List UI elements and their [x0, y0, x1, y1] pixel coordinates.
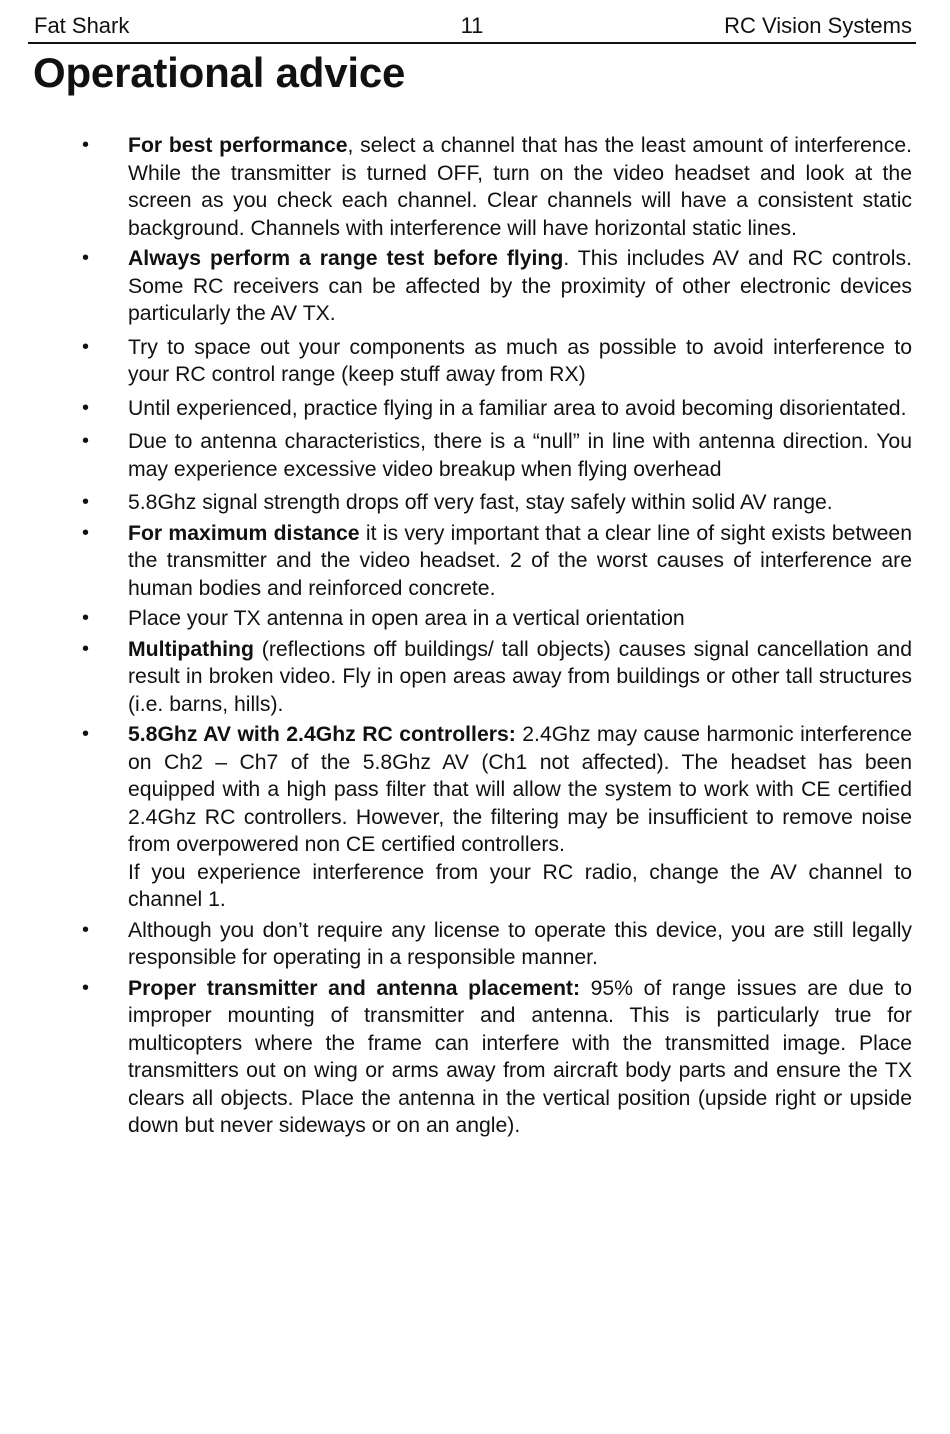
item-text: . This includes AV and RC controls. Some RC receivers can be affected by the proximity of other electronic devices particularly the AV TX. — [128, 247, 912, 325]
list-item — [80, 975, 912, 1140]
list-item — [80, 334, 912, 389]
item-extra-text: If you experience interference from your RC radio, change the AV channel to channel 1. — [128, 860, 912, 911]
item-text: Although you don’t require any license to operate this device, you are still legally responsible for operating in a responsible manner. — [128, 918, 912, 969]
list-item — [80, 489, 912, 517]
bullet-icon: • — [82, 976, 90, 999]
item-lead: For maximum distance — [128, 521, 360, 545]
list-item — [80, 520, 912, 603]
item-text: Due to antenna characteristics, there is a “null” in line with antenna direction. You may experience excessive video breakup when flying overhead — [128, 430, 912, 481]
list-item — [80, 428, 912, 483]
item-lead: Proper transmitter and antenna placement: — [128, 976, 581, 1000]
advice-list — [80, 132, 912, 1143]
bullet-icon: • — [82, 247, 90, 269]
bullet-icon: • — [82, 637, 90, 660]
bullet-icon: • — [82, 491, 90, 513]
item-text: Place your TX antenna in open area in a vertical orientation — [128, 607, 685, 630]
bullet-icon: • — [82, 335, 90, 358]
item-lead: 5.8Ghz AV with 2.4Ghz RC controllers: — [128, 723, 516, 746]
item-lead: Multipathing — [128, 637, 254, 661]
item-text: Until experienced, practice flying in a familiar area to avoid becoming disorientated. — [128, 396, 907, 420]
bullet-icon: • — [82, 521, 90, 544]
page-header — [28, 10, 916, 44]
list-item — [80, 132, 912, 242]
bullet-icon: • — [82, 607, 90, 629]
item-text: it is very important that a clear line of sight exists between the transmitter and the video headset. 2 of the worst causes of interference are human bodies and reinforced concrete. — [128, 521, 912, 600]
item-text: 5.8Ghz signal strength drops off very fast, stay safely within solid AV range. — [128, 491, 833, 514]
header-product-line: RC Vision Systems — [724, 13, 912, 38]
list-item — [80, 636, 912, 719]
page-number: 11 — [460, 13, 484, 38]
item-text: 2.4Ghz may cause harmonic interference on Ch2 – Ch7 of the 5.8Ghz AV (Ch1 not affected). The headset has been equipped with a high pass filter that will allow the system to work with CE certified 2.4Ghz RC controllers. However, the filtering may be insufficient to remove noise from overpowered non CE certified controllers. — [128, 723, 912, 856]
bullet-icon: • — [82, 134, 90, 156]
list-item — [80, 917, 912, 972]
item-lead: Always perform a range test before flying — [128, 247, 564, 270]
item-text: (reflections off buildings/ tall objects) causes signal cancellation and result in broken video. Fly in open areas away from buildings or other tall structures (i.e. barns, hills). — [128, 637, 912, 716]
item-lead: For best performance — [128, 134, 348, 157]
bullet-icon: • — [82, 723, 90, 745]
header-brand: Fat Shark — [34, 13, 130, 38]
list-item — [80, 395, 912, 423]
bullet-icon: • — [82, 430, 90, 452]
item-text: Try to space out your components as much as possible to avoid interference to your RC control range (keep stuff away from RX) — [128, 335, 912, 386]
bullet-icon: • — [82, 918, 90, 941]
page-title: Operational advice — [33, 49, 406, 96]
list-item — [80, 605, 912, 633]
item-text: , select a channel that has the least amount of interference. While the transmitter is turned OFF, turn on the video headset and look at the screen as you check each channel. Clear channels will have a consistent static background. Channels with interference will have horizontal static lines. — [128, 134, 912, 240]
list-item — [80, 721, 912, 914]
list-item — [80, 245, 912, 328]
item-text: 95% of range issues are due to improper mounting of transmitter and antenna. This is particularly true for multicopters where the frame can interfere with the transmitted image. Place transmitters out on wing or arms away from aircraft body parts and ensure the TX clears all objects. Place the antenna in the vertical position (upside right or upside down but never sideways or on an angle). — [128, 976, 912, 1137]
bullet-icon: • — [82, 396, 90, 419]
